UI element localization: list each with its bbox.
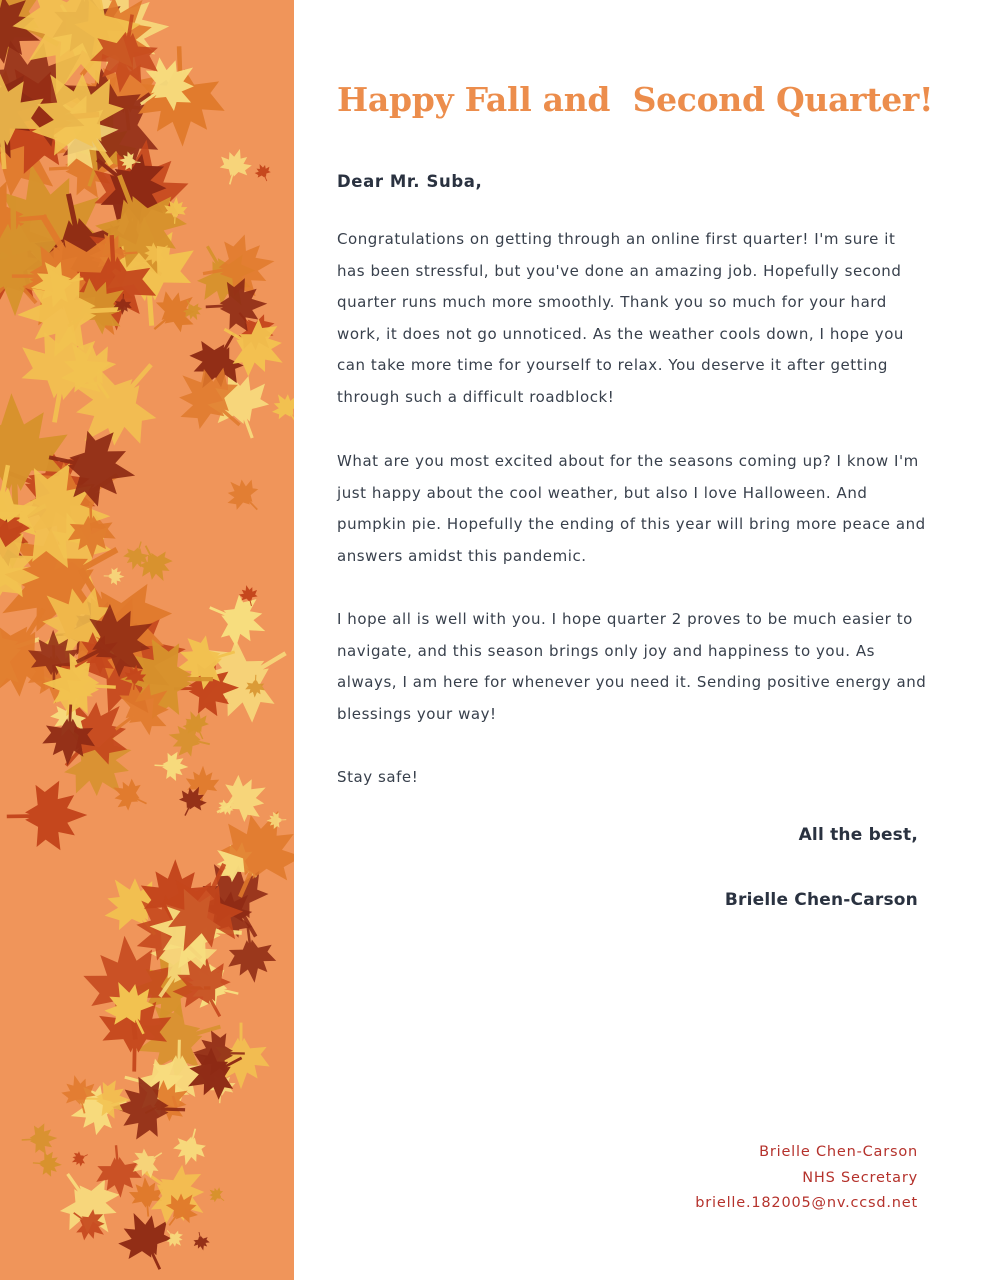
footer-name: Brielle Chen-Carson bbox=[759, 1144, 918, 1160]
paragraph-congratulations: Congratulations on getting through an online first quarter! I'm sure it has been stressful, but you've done an amazing job. Hopefully second quarter runs much more smoothly. Thank you so much for your hard work, it does not go unnoticed. As the weather cools down, I hope you can take more time for yourself to relax. You deserve it after getting through such a difficult roadblock! bbox=[337, 230, 904, 406]
maple-leaf-icon bbox=[206, 766, 276, 833]
paragraph-stay-safe: Stay safe! bbox=[337, 768, 419, 786]
maple-leaf-icon bbox=[6, 780, 88, 851]
maple-leaf-icon bbox=[191, 1230, 211, 1252]
maple-leaf-icon bbox=[21, 1123, 58, 1156]
footer-email[interactable]: brielle.182005@nv.ccsd.net bbox=[695, 1195, 918, 1212]
letter-title: Happy Fall and Second Quarter! bbox=[337, 80, 934, 119]
autumn-leaves-illustration bbox=[0, 0, 294, 1280]
maple-leaf-icon bbox=[214, 144, 255, 188]
salutation: Dear Mr. Suba, bbox=[337, 172, 483, 191]
letter-page bbox=[294, 0, 994, 1280]
paragraph-seasons: What are you most excited about for the seasons coming up? I know I'm just happy about the cool weather, but also I love Halloween. And pumpkin pie. Hopefully the ending of this year will bring more peace and answers amidst this pandemic. bbox=[337, 452, 926, 565]
closing-line: All the best, bbox=[798, 825, 918, 845]
maple-leaf-icon bbox=[124, 1140, 170, 1184]
maple-leaf-icon bbox=[103, 567, 124, 586]
autumn-leaves-sidebar bbox=[0, 0, 294, 1280]
maple-leaf-icon bbox=[170, 1124, 211, 1169]
maple-leaf-icon bbox=[266, 386, 294, 430]
maple-leaf-icon bbox=[69, 1148, 91, 1169]
maple-leaf-icon bbox=[252, 161, 274, 184]
maple-leaf-icon bbox=[154, 751, 189, 782]
maple-leaf-icon bbox=[205, 1184, 229, 1207]
maple-leaf-icon bbox=[32, 1150, 63, 1177]
signature-name: Brielle Chen-Carson bbox=[724, 890, 918, 910]
contact-footer bbox=[695, 1140, 918, 1217]
footer-role: NHS Secretary bbox=[802, 1169, 918, 1186]
maple-leaf-icon bbox=[218, 470, 269, 521]
paragraph-well-wishes: I hope all is well with you. I hope quarter 2 proves to be much easier to navigate, and this season brings only joy and happiness to you. As always, I am here for whenever you need it. Sending positive energy and blessings your way! bbox=[337, 610, 927, 723]
